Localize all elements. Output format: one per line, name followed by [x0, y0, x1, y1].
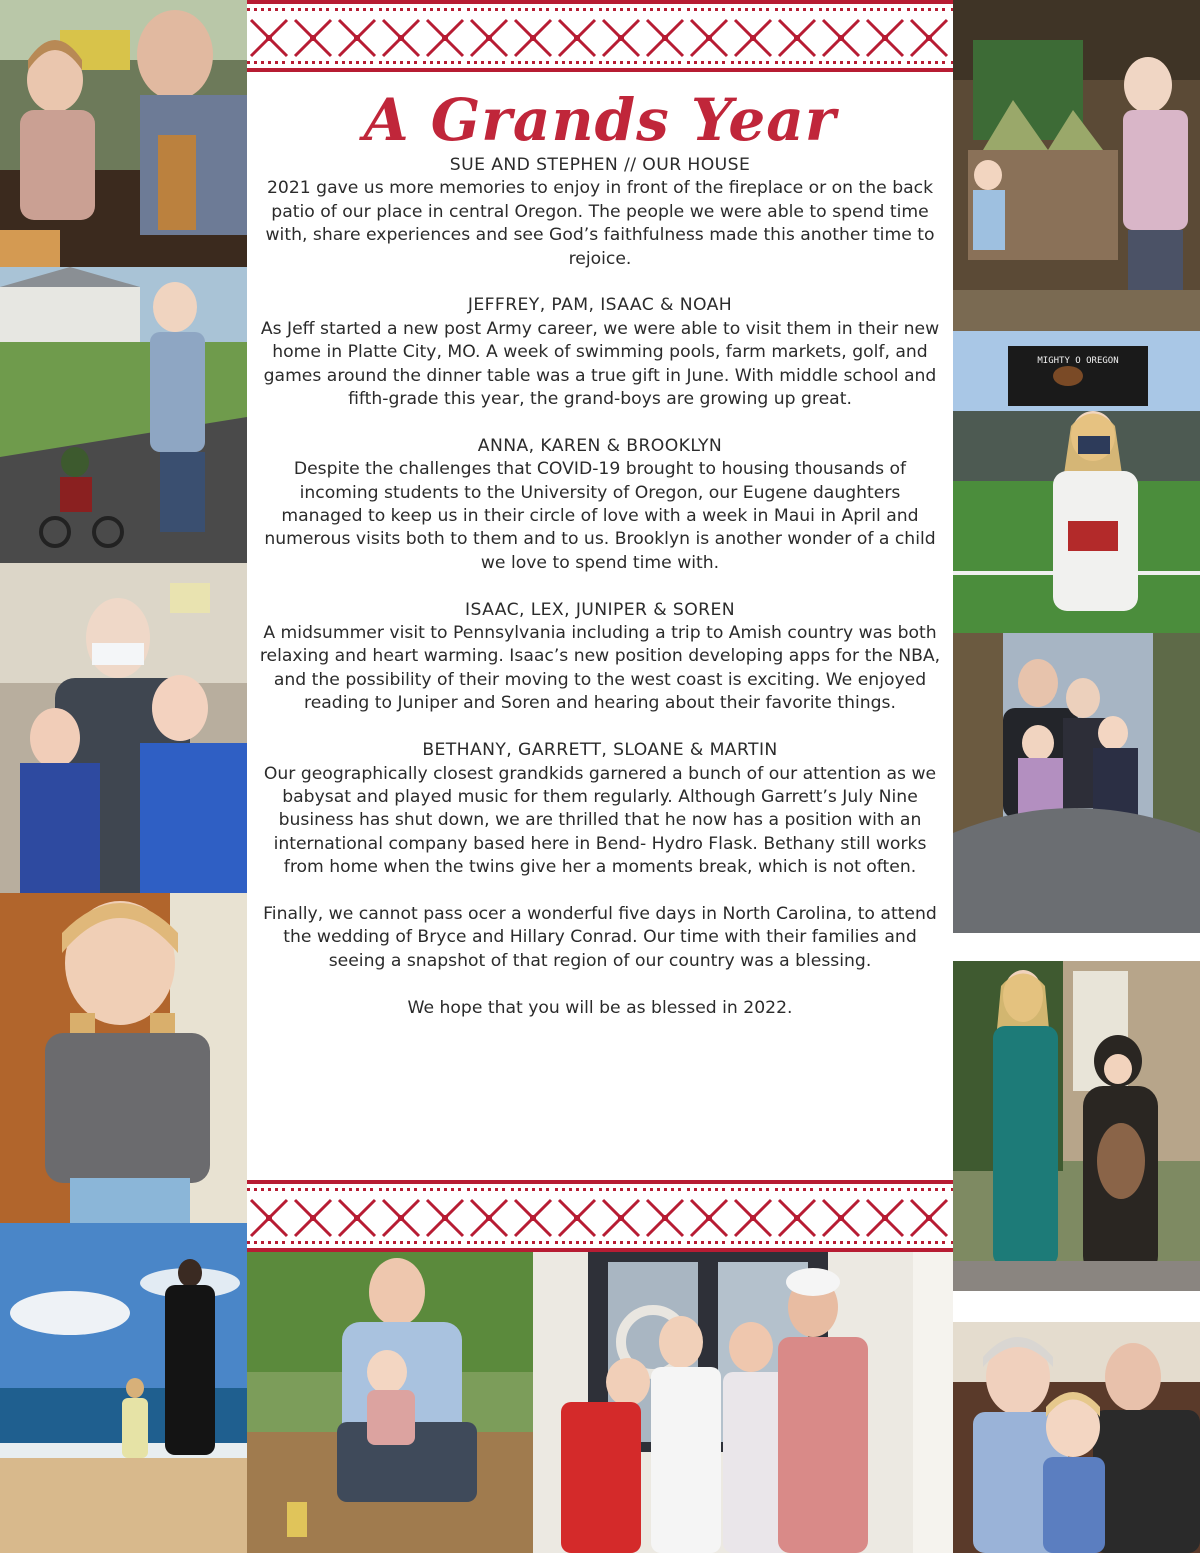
top-cross-stitch-border: [247, 0, 953, 72]
photo-oregon-stadium: [953, 331, 1200, 633]
section-text: 2021 gave us more memories to enjoy in front of the fireplace or on the back patio of our place in central Oregon. The people we were able to spend time with, share experiences and see God’s faithfulness made this another time to rejoice.: [265, 178, 935, 269]
photo-grandparents-twins-rock: [953, 633, 1200, 933]
section-sue-and-stephen: [259, 154, 941, 271]
photo-costume-kids: [953, 961, 1200, 1291]
photo-couch-grandparents: [953, 1322, 1200, 1553]
page-title: A Grands Year: [363, 86, 837, 154]
section-text: Despite the challenges that COVID-19 brought to housing thousands of incoming students to the University of Oregon, our Eugene daughters managed to keep us in their circle of love with a week in Maui in April and numerous visits both to them and to us. Brooklyn is another wonder of a child we love to spend time with.: [264, 459, 936, 573]
closing-paragraph: [259, 903, 941, 973]
photo-family-porch: [533, 1252, 953, 1553]
photo-grandfather-baby-park: [247, 1252, 533, 1553]
closing-text: Finally, we cannot pass ocer a wonderful five days in North Carolina, to attend the wedding of Bryce and Hillary Conrad. Our time with their families and seeing a snapshot of that region of our country was a blessing.: [263, 903, 937, 971]
section-heading: BETHANY, GARRETT, SLOANE & MARTIN: [422, 740, 778, 761]
section-heading: ISAAC, LEX, JUNIPER & SOREN: [464, 599, 736, 620]
letter-panel: [247, 72, 953, 1180]
closing-wish: [259, 997, 941, 1020]
section-bethany-family: [259, 739, 941, 879]
scoreboard-text: MIGHTY O OREGON: [1037, 356, 1119, 366]
photo-grandmother-two-boys: [0, 563, 247, 893]
section-heading: ANNA, KAREN & BROOKLYN: [477, 435, 723, 456]
section-heading: SUE AND STEPHEN // OUR HOUSE: [449, 155, 751, 175]
closing-wish-text: We hope that you will be as blessed in 2022.: [407, 997, 793, 1018]
photo-barn-tractor: [953, 0, 1200, 331]
photo-restaurant-grandfather: [0, 0, 247, 267]
photo-beach-walk: [0, 1223, 247, 1553]
photo-girl-oregon-shirt: [0, 893, 247, 1223]
section-anna-family: [259, 435, 941, 575]
section-jeffrey-family: [259, 294, 941, 411]
section-heading: JEFFREY, PAM, ISAAC & NOAH: [467, 295, 733, 316]
photo-boy-balance-bike: [0, 267, 247, 563]
section-isaac-family: [259, 599, 941, 716]
section-text: Our geographically closest grandkids garnered a bunch of our attention as we babysat and played music for them regularly. Although Garrett’s July Nine business has shut down, we are thrilled that he now has a position with an international company based here in Bend- Hydro Flask. Bethany still works from home when the twins give her a moments break, which is not often.: [263, 763, 937, 878]
section-text: As Jeff started a new post Army career, we were able to visit them in their new home in Platte City, MO. A week of swimming pools, farm markets, golf, and games around the dinner table was a true gift in June. With middle school and fifth-grade this year, the grand-boys are growing up great.: [260, 318, 940, 410]
bottom-cross-stitch-border: [247, 1180, 953, 1252]
section-text: A midsummer visit to Pennsylvania including a trip to Amish country was both relaxing and heart warming. Isaac’s new position developing apps for the NBA, and the possibility of their moving to the west coast is exciting. We enjoyed reading to Juniper and Soren and hearing about their favorite things.: [259, 623, 941, 714]
letter-body: [259, 154, 941, 1043]
